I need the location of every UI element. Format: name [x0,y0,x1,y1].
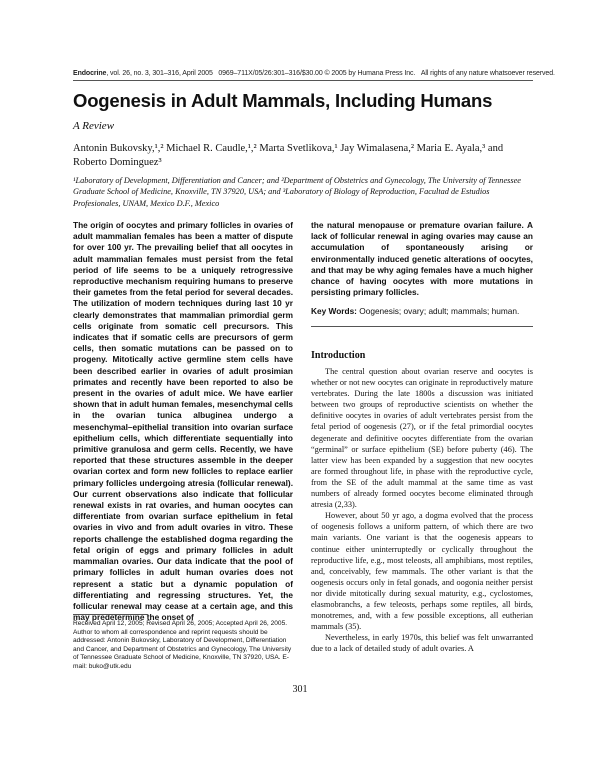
header-rule [73,80,533,81]
introduction-heading: Introduction [311,350,366,361]
running-header [73,70,555,77]
issn-copyright: 0969–711X/05/26:301–316/$30.00 © 2005 by Humana Press Inc. [218,70,416,77]
correspondence-note: Author to whom all correspondence and reprint requests should be addressed: Antonin Bukovsky, Laboratory of Development, Differentiation and Cancer, and Department of Obstetrics and Gynecology, The University of Tennessee Graduate School of Medicine, Knoxville, TN 37920, USA. E-mail: buko@utk.edu [73,628,292,670]
author-list: Antonin Bukovsky,¹,² Michael R. Caudle,¹,² Marta Svetlikova,¹ Jay Wimalasena,² Maria E. Ayala,³ and Roberto Dominguez³ [73,143,504,168]
intro-paragraph: However, about 50 yr ago, a dogma evolved that the process of oogenesis follows a uniform pattern, of which there are two main variants. One variant is that the oogenesis appears to continue either uninterruptedly or cyclically throughout the reproductive life, e.g., most teleosts, all amphibians, most reptiles, and, conceivably, few mammals. The other variant is that the oogenesis occurs only in fetal gonads, and oogonia neither persist nor divide mitotically during sexual maturity, e.g., cyclostomes, elasmobranchs, a few teleosts, perhaps some reptiles, all birds, monotremes, and, with a few possible exceptions, all eutherian mammals (35). [311,511,533,632]
abstract-column-2: the natural menopause or premature ovarian failure. A lack of follicular renewal in aging ovaries may cause an accumulation of spontaneously arising or environmentally induced genetic alterations of oocytes, and that may be why aging females have a much higher chance of having oocytes with more mutations in persisting primary follicles. [311,220,533,298]
article-title: Oogenesis in Adult Mammals, Including Humans [73,90,493,111]
citation: , vol. 26, no. 3, 301–316, April 2005 [106,70,213,77]
keywords-text: Oogenesis; ovary; adult; mammals; human. [359,306,520,316]
article-subtitle: A Review [73,120,115,132]
intro-paragraph: Nevertheless, in early 1970s, this belief was felt unwarranted due to a lack of detailed study of adult ovaries. A [311,633,533,654]
page-number: 301 [292,684,308,695]
affiliations: ¹Laboratory of Development, Differentiation and Cancer; and ²Department of Obstetrics and Gynecology, The University of Tennessee Graduate School of Medicine, Knoxville, TN 37920, USA; and ³Laboratory of Biology of Reproduction, Facultad de Estudios Profesionales, UNAM, Mexico D.F., Mexico [73,176,521,208]
intro-paragraph: The central question about ovarian reserve and oocytes is whether or not new oocytes can originate in reproductively mature vertebrates. During the late 1800s a discussion was initiated between two groups of reproductive scientists on whether the definitive oocytes in ovaries of adult vertebrates persist from the fetal period of oogenesis (27), or if the fetal primordial oocytes degenerate and definitive oocytes differentiate from the ovarian “germinal” or surface epithelium (SE) before puberty (46). The latter view has been expanded by a suggestion that new oocytes are formed throughout life, in phase with the reproductive cycle, from the SE of the adult mammal at the same time as vast numbers of already formed oocytes become eliminated through atresia (2,33). [311,367,533,510]
footnote [73,620,295,671]
footnote-rule [73,614,148,615]
keywords-label: Key Words: [311,306,357,316]
keywords-rule [311,326,533,327]
journal-name: Endocrine [73,70,107,77]
keywords [311,306,533,317]
introduction-body [311,366,533,654]
rights-statement: All rights of any nature whatsoever reserved. [420,70,555,77]
received-dates: Received April 12, 2005; Revised April 26, 2005; Accepted April 26, 2005. [73,620,288,627]
abstract-column-1: The origin of oocytes and primary follicles in ovaries of adult mammalian females has been a matter of dispute for over 100 yr. The prevailing belief that all oocytes in adult mammalian females must persist from the fetal period of life seems to be a uniquely retrogressive reproductive mechanism requiring humans to preserve their gametes from the fetal period for several decades. The utilization of modern techniques during last 10 yr clearly demonstrates that mammalian primordial germ cells originate from somatic cell precursors. This indicates that if somatic cells are precursors of germ cells, then somatic mutations can be passed on to progeny. Mitotically active germline stem cells have been described earlier in ovaries of adult prosimian primates and recently have been reported to also be present in the ovaries of adult mice. We have earlier shown that in adult human females, mesenchymal cells in the ovarian tunica albuginea undergo a mesenchymal–epithelial transition into ovarian surface epithelium cells, which differentiate sequentially into primitive granulosa and germ cells. Recently, we have reported that these structures assemble in the deeper ovarian cortex and form new follicles to replace earlier primary follicles undergoing atresia (follicular renewal). Our current observations also indicate that follicular renewal exists in rat ovaries, and human oocytes can differentiate from ovarian surface epithelium in fetal ovaries in vivo and from adult ovaries in vitro. These reports challenge the established dogma regarding the fetal origin of eggs and primary follicles in adult mammalian ovaries. Our data indicate that the pool of primary follicles in adult human ovaries does not represent a static but a dynamic population of differentiating and regressing structures. Yet, the follicular renewal may cease at a certain age, and this may predetermine the onset of [73,220,293,623]
